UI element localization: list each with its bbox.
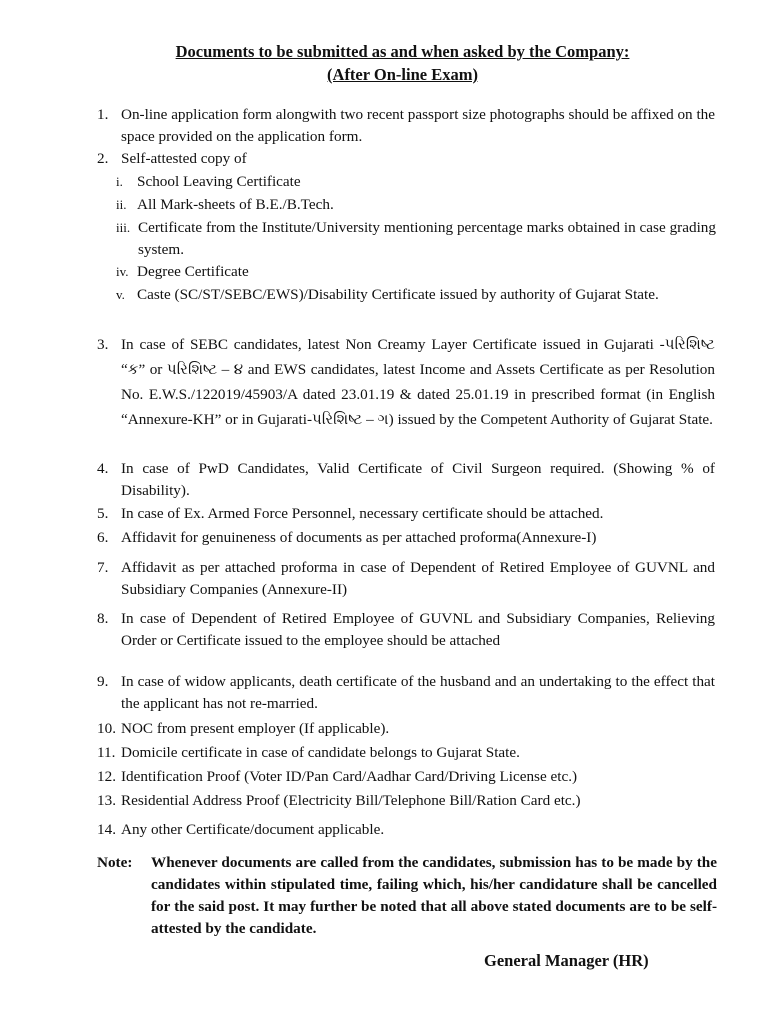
item-text: On-line application form alongwith two recent passport size photographs should be affixed on the space provided on the application form.	[121, 106, 715, 145]
item-number: 4.	[97, 460, 109, 477]
item-number: 8.	[97, 610, 109, 627]
item-text: Residential Address Proof (Electricity Bill/Telephone Bill/Ration Card etc.)	[121, 792, 581, 809]
item-number: 6.	[97, 529, 109, 546]
item-text: In case of PwD Candidates, Valid Certificate of Civil Surgeon required. (Showing % of Disability).	[121, 460, 715, 499]
note-label: Note:	[97, 854, 133, 871]
document-title: Documents to be submitted as and when asked by the Company:	[175, 42, 630, 61]
note-text: Whenever documents are called from the candidates, submission has to be made by the candidates within stipulated time, failing which, his/her candidature shall be cancelled for the said post. It may further be noted that all above stated documents are to be self-attested by the candidate.	[151, 854, 717, 937]
signatory: General Manager (HR)	[484, 951, 649, 970]
item-number: 14.	[97, 821, 116, 838]
sub-item-number: ii.	[116, 197, 127, 212]
item-text: Affidavit as per attached proforma in case of Dependent of Retired Employee of GUVNL and Subsidiary Companies (Annexure-II)	[121, 559, 715, 598]
sub-list-item	[116, 171, 301, 193]
item-number: 3.	[97, 336, 109, 353]
item-number: 11.	[97, 744, 116, 761]
sub-list-item	[116, 284, 659, 306]
sub-item-number: v.	[116, 287, 125, 302]
sub-list-item	[116, 217, 716, 258]
item-text: In case of Ex. Armed Force Personnel, necessary certificate should be attached.	[121, 505, 604, 522]
item-number: 13.	[97, 792, 116, 809]
sub-list-item	[116, 194, 334, 216]
sub-item-text: Certificate from the Institute/University mentioning percentage marks obtained in case grading system.	[138, 219, 716, 258]
item-number: 2.	[97, 150, 109, 167]
sub-item-text: School Leaving Certificate	[137, 173, 301, 190]
item-text: In case of SEBC candidates, latest Non Creamy Layer Certificate issued in Gujarati -પરિશિષ્ટ “ક” or પરિશિષ્ટ – ૪ and EWS candidates, latest Income and Assets Certificate as per Resolution No. E.W.S./122019/45903/A dated 23.01.19 & dated 25.01.19 in prescribed format (in English “Annexure-KH” or in Gujarati-પરિશિષ્ટ – ગ) issued by the Competent Authority of Gujarat State.	[121, 336, 715, 428]
sub-item-number: iii.	[116, 220, 131, 235]
item-number: 12.	[97, 768, 116, 785]
item-number: 5.	[97, 505, 109, 522]
item-number: 7.	[97, 559, 109, 576]
item-number: 9.	[97, 673, 109, 690]
sub-item-number: i.	[116, 174, 123, 189]
item-text: Self-attested copy of	[121, 150, 247, 167]
sub-item-text: All Mark-sheets of B.E./B.Tech.	[137, 196, 334, 213]
item-text: In case of widow applicants, death certificate of the husband and an undertaking to the effect that the applicant has not re-married.	[121, 673, 715, 712]
document-subtitle: (After On-line Exam)	[327, 65, 478, 84]
item-text: Domicile certificate in case of candidate belongs to Gujarat State.	[121, 744, 520, 761]
item-number: 1.	[97, 106, 109, 123]
item-text: Affidavit for genuineness of documents as per attached proforma(Annexure-I)	[121, 529, 597, 546]
item-text: NOC from present employer (If applicable).	[121, 720, 390, 737]
sub-item-text: Degree Certificate	[137, 263, 249, 280]
sub-list-item	[116, 261, 249, 283]
sub-item-text: Caste (SC/ST/SEBC/EWS)/Disability Certificate issued by authority of Gujarat State.	[137, 286, 659, 303]
item-text: Identification Proof (Voter ID/Pan Card/Aadhar Card/Driving License etc.)	[121, 768, 578, 785]
item-text: Any other Certificate/document applicable.	[121, 821, 385, 838]
item-text: In case of Dependent of Retired Employee of GUVNL and Subsidiary Companies, Relieving Order or Certificate issued to the employee should be attached	[121, 610, 715, 649]
sub-item-number: iv.	[116, 264, 129, 279]
item-number: 10.	[97, 720, 116, 737]
